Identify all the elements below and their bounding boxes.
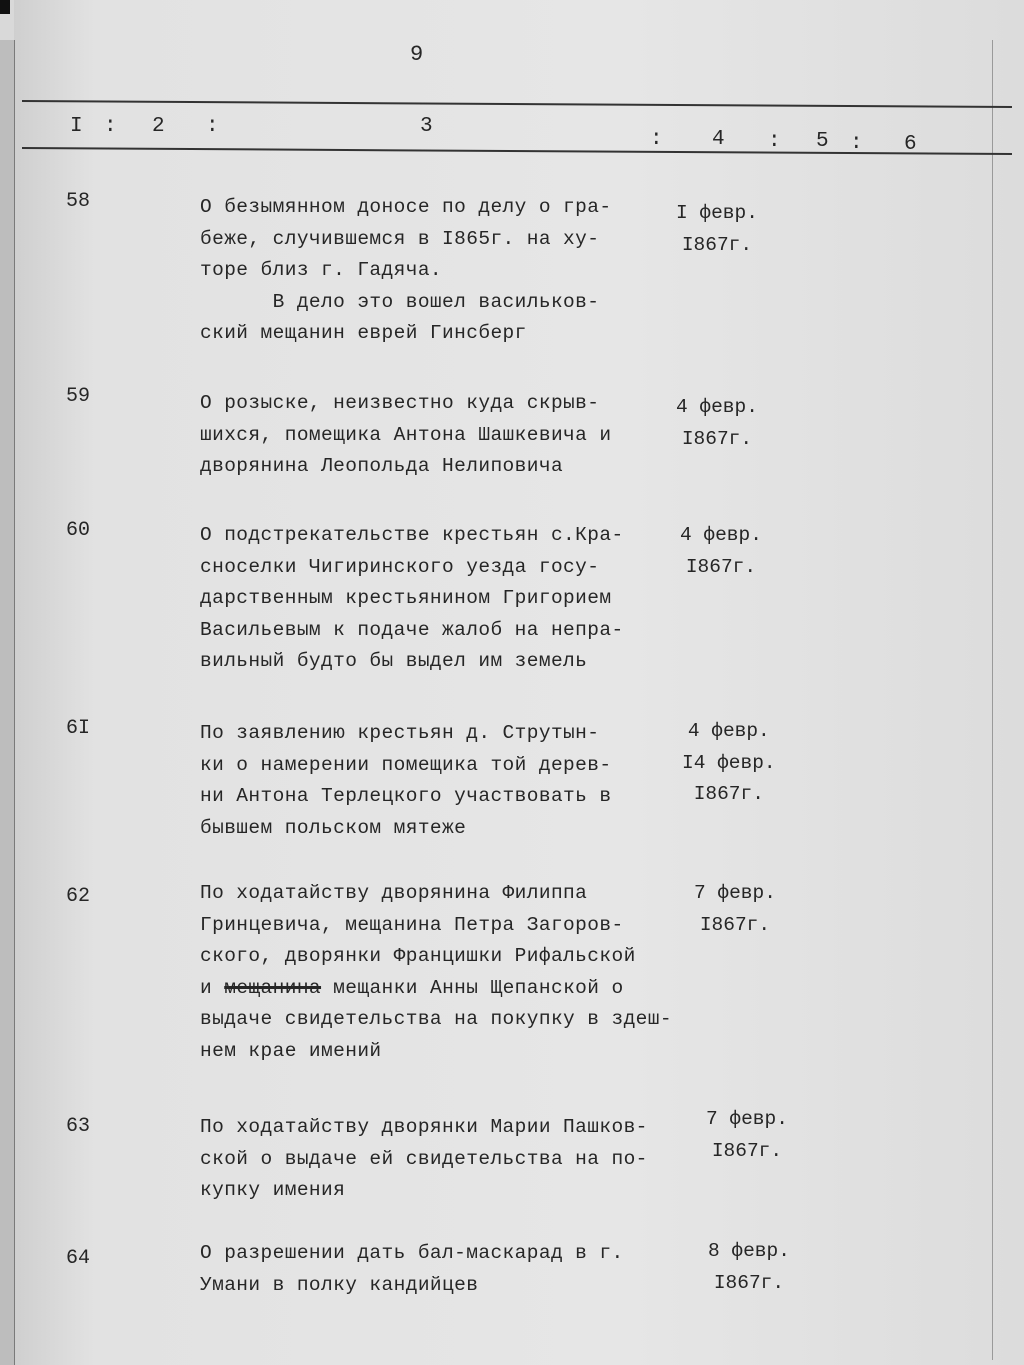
entry-number: 60 [66, 519, 91, 542]
entry-date: 4 февр. I4 февр. I867г. [682, 720, 776, 805]
entry-description: О розыске, неизвестно куда скрыв- шихся, помещика Антона Шашкевича и дворянина Леопольда Нелиповича [200, 392, 612, 477]
entry-number: 58 [66, 190, 91, 213]
column-separator: : [768, 130, 781, 153]
entry-number: 62 [66, 885, 91, 908]
column-separator: : [206, 115, 219, 138]
entry-date: 7 февр. I867г. [694, 882, 776, 936]
column-header-4: 4 [712, 128, 725, 151]
column-header-2: 2 [152, 115, 165, 138]
binding-edge [0, 40, 15, 1365]
column-header-1: I [70, 115, 83, 138]
right-margin-line [992, 40, 993, 1360]
entry-description: О разрешении дать бал-маскарад в г. Умани в полку кандийцев [200, 1242, 624, 1296]
entry-description: О безымянном доносе по делу о гра- беже, случившемся в I865г. на ху- торе близ г. Гадяча. В дело это вошел васильков- ский мещанин еврей Гинсберг [200, 196, 612, 344]
column-separator: : [850, 132, 863, 155]
entry-number: 63 [66, 1115, 91, 1138]
entry-date: 4 февр. I867г. [676, 396, 758, 450]
column-separator: : [650, 128, 663, 151]
column-header-3: 3 [420, 115, 433, 138]
column-separator: : [104, 115, 117, 138]
column-header-6: 6 [904, 133, 917, 156]
entry-description: По заявлению крестьян д. Струтын- ки о намерении помещика той дерев- ни Антона Терлецкого участвовать в бывшем польском мятеже [200, 722, 612, 839]
entry-description: По ходатайству дворянки Марии Пашков- ской о выдаче ей свидетельства на по- купку имения [200, 1116, 648, 1201]
page-number: 9 [410, 42, 424, 67]
struck-out-word: мещанина [224, 976, 322, 999]
entry-number: 59 [66, 385, 91, 408]
entry-date: 8 февр. I867г. [708, 1240, 790, 1294]
column-header-5: 5 [816, 130, 829, 153]
entry-description: О подстрекательстве крестьян с.Кра- сноселки Чигиринского уезда госу- дарственным крестьянином Григорием Васильевым к подаче жалоб на непра- вильный будто бы выдел им земель [200, 524, 624, 672]
entry-description: По ходатайству дворянина Филиппа Гринцевича, мещанина Петра Загоров- ского, дворянки Францишки Рифальской и мещанина мещанки Анны Щепанской о выдаче свидетельства на покупку в здеш- нем крае имений [200, 882, 672, 1062]
entry-number: 64 [66, 1247, 91, 1270]
entry-date: 4 февр. I867г. [680, 524, 762, 578]
entry-date: 7 февр. I867г. [706, 1108, 788, 1162]
entry-date: I февр. I867г. [676, 202, 758, 256]
entry-number: 6I [66, 717, 91, 740]
corner-mark [0, 0, 10, 14]
